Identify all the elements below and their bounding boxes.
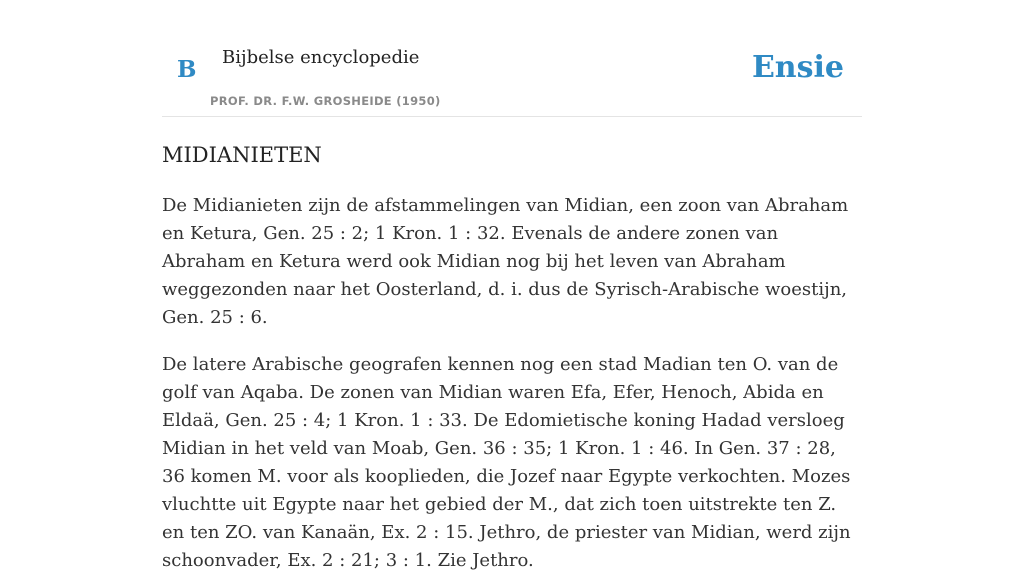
article-paragraph: De latere Arabische geografen kennen nog een stad Madian ten O. van de golf van Aqaba. De zonen van Midian waren Efa, Efer, Henoch, Abida en Eldaä, Gen. 25 : 4; 1 Kron. 1 : 33. De Edomietische koning Hadad versloeg Midian in het veld van Moab, Gen. 36 : 35; 1 Kron. 1 : 46. In Gen. 37 : 28, 36 komen M. voor als kooplieden, die Jozef naar Egypte verkochten. Mozes vluchtte uit Egypte naar het gebied der M., dat zich toen uitstrekte ten Z. en ten ZO. van Kanaän, Ex. 2 : 15. Jethro, de priester van Midian, werd zijn schoonvader, Ex. 2 : 21; 3 : 1. Zie Jethro. (162, 354, 851, 571)
book-logo[interactable]: B (177, 56, 197, 83)
site-header (162, 0, 862, 117)
article-title: MIDIANIETEN (162, 143, 322, 167)
book-author: PROF. DR. F.W. GROSHEIDE (1950) (210, 94, 441, 108)
article-paragraph: De Midianieten zijn de afstammelingen van Midian, een zoon van Abraham en Ketura, Gen. 25 : 2; 1 Kron. 1 : 32. Evenals de andere zonen van Abraham en Ketura werd ook Midian nog bij het leven van Abraham weggezonden naar het Oosterland, d. i. dus de Syrisch-Arabische woestijn, Gen. 25 : 6. (162, 195, 849, 328)
article (162, 138, 862, 575)
ensie-logo[interactable]: Ensie (751, 50, 844, 85)
book-title[interactable]: Bijbelse encyclopedie (222, 47, 420, 68)
